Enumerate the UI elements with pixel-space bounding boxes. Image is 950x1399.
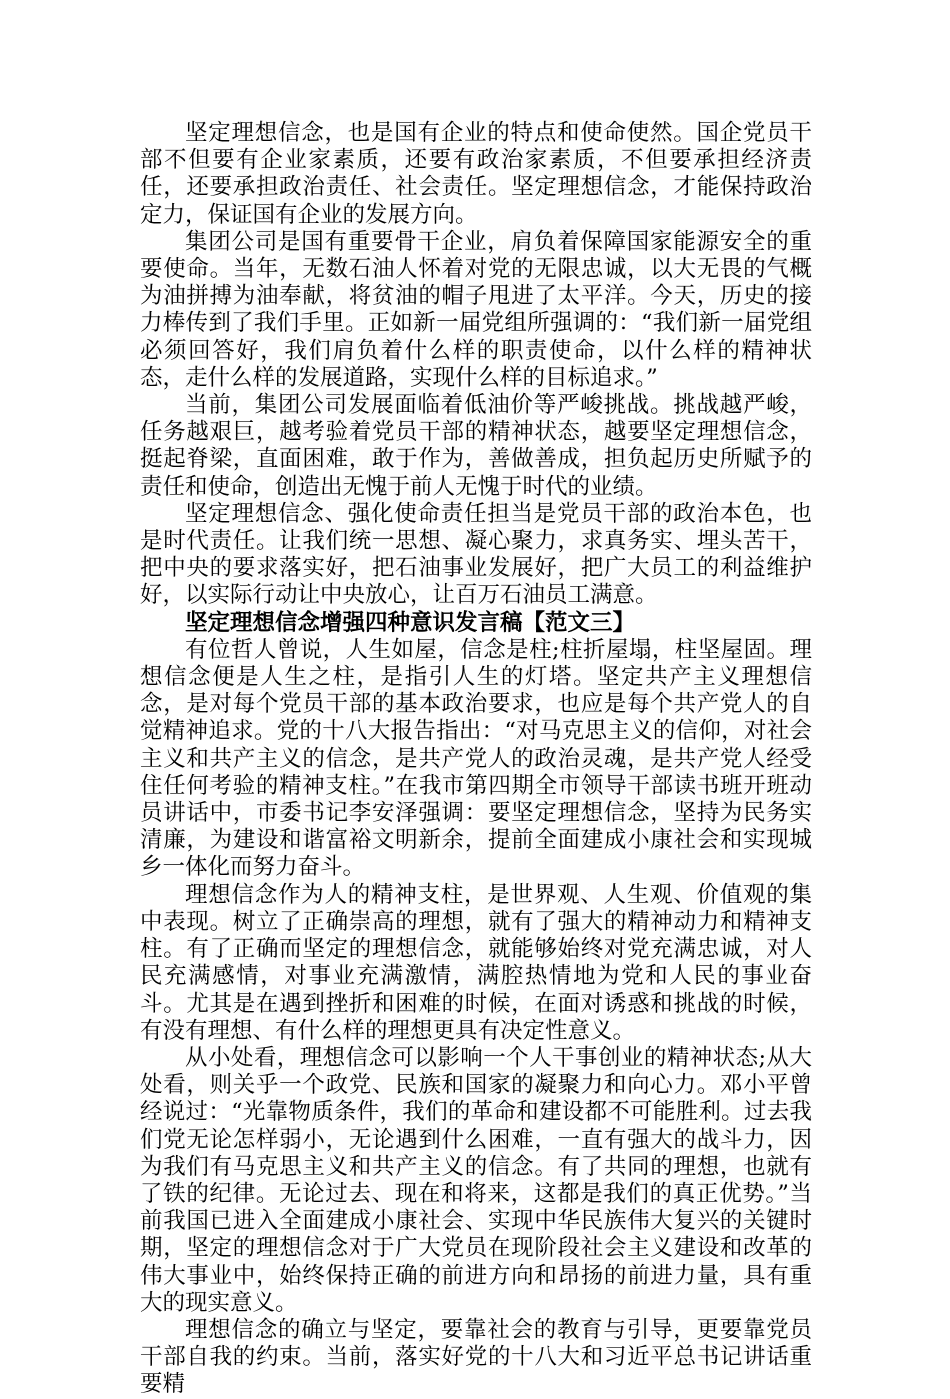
body-paragraph: 集团公司是国有重要骨干企业，肩负着保障国家能源安全的重要使命。当年，无数石油人怀着对党的无限忠诚，以大无畏的气概为油拼搏为油奉献，将贫油的帽子甩进了太平洋。今天，历史的接力棒传到了我们手里。正如新一届党组所强调的：“我们新一届党组必须回答好，我们肩负着什么样的职责使命，以什么样的精神状态，走什么样的发展道路，实现什么样的目标追求。”	[140, 228, 812, 391]
body-paragraph: 理想信念作为人的精神支柱，是世界观、人生观、价值观的集中表现。树立了正确崇高的理想，就有了强大的精神动力和精神支柱。有了正确而坚定的理想信念，就能够始终对党充满忠诚，对人民充满感情，对事业充满激情，满腔热情地为党和人民的事业奋斗。尤其是在遇到挫折和困难的时候，在面对诱惑和挑战的时候，有没有理想、有什么样的理想更具有决定性意义。	[140, 881, 812, 1044]
body-paragraph: 坚定理想信念、强化使命责任担当是党员干部的政治本色，也是时代责任。让我们统一思想、凝心聚力，求真务实、埋头苦干，把中央的要求落实好，把石油事业发展好，把广大员工的利益维护好，以实际行动让中央放心，让百万石油员工满意。	[140, 500, 812, 609]
document-page	[140, 120, 812, 1399]
section-heading: 坚定理想信念增强四种意识发言稿【范文三】	[185, 609, 636, 636]
body-paragraph: 当前，集团公司发展面临着低油价等严峻挑战。挑战越严峻，任务越艰巨，越考验着党员干部的精神状态，越要坚定理想信念，挺起脊梁，直面困难，敢于作为，善做善成，担负起历史所赋予的责任和使命，创造出无愧于前人无愧于时代的业绩。	[140, 392, 812, 500]
body-paragraph: 理想信念的确立与坚定，要靠社会的教育与引导，更要靠党员干部自我的约束。当前，落实好党的十八大和习近平总书记讲话重要精	[140, 1316, 812, 1398]
body-paragraph: 从小处看，理想信念可以影响一个人干事创业的精神状态;从大处看，则关乎一个政党、民族和国家的凝聚力和向心力。邓小平曾经说过：“光靠物质条件，我们的革命和建设都不可能胜利。过去我们党无论怎样弱小，无论遇到什么困难，一直有强大的战斗力，因为我们有马克思主义和共产主义的信念。有了共同的理想，也就有了铁的纪律。无论过去、现在和将来，这都是我们的真正优势。”当前我国已进入全面建成小康社会、实现中华民族伟大复兴的关键时期，坚定的理想信念对于广大党员在现阶段社会主义建设和改革的伟大事业中，始终保持正确的前进方向和昂扬的前进力量，具有重大的现实意义。	[140, 1044, 812, 1316]
body-paragraph: 坚定理想信念，也是国有企业的特点和使命使然。国企党员干部不但要有企业家素质，还要有政治家素质，不但要承担经济责任，还要承担政治责任、社会责任。坚定理想信念，才能保持政治定力，保证国有企业的发展方向。	[140, 120, 812, 228]
body-paragraph: 有位哲人曾说，人生如屋，信念是柱;柱折屋塌，柱坚屋固。理想信念便是人生之柱，是指引人生的灯塔。坚定共产主义理想信念，是对每个党员干部的基本政治要求，也应是每个共产党人的自觉精神追求。党的十八大报告指出：“对马克思主义的信仰，对社会主义和共产主义的信念，是共产党人的政治灵魂，是共产党人经受住任何考验的精神支柱。”在我市第四期全市领导干部读书班开班动员讲话中，市委书记李安泽强调：要坚定理想信念，坚持为民务实清廉，为建设和谐富裕文明新余，提前全面建成小康社会和实现城乡一体化而努力奋斗。	[140, 636, 812, 881]
